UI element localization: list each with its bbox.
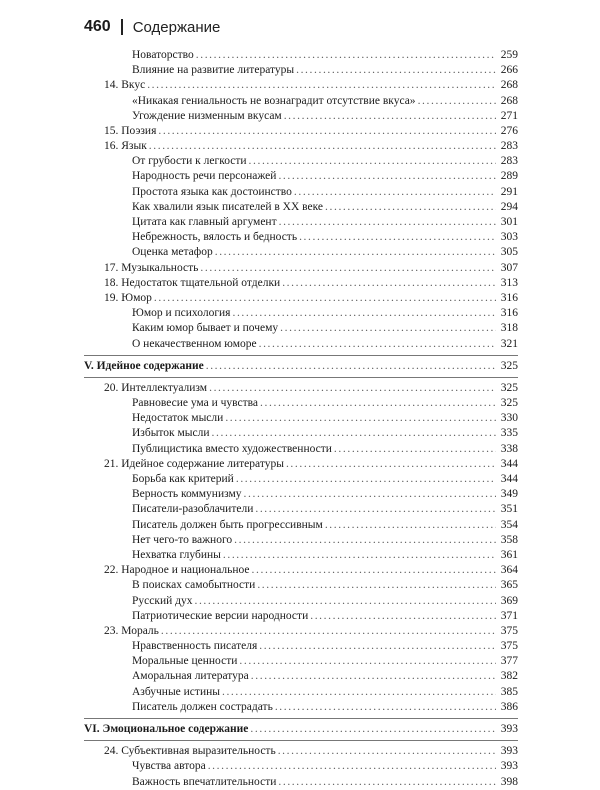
toc-subsection-entry xyxy=(84,154,518,169)
toc-entry-title: Писатель должен быть прогрессивным xyxy=(132,518,323,531)
dot-leader xyxy=(282,276,496,291)
toc-entry-title: Цитата как главный аргумент xyxy=(132,216,277,229)
dot-leader xyxy=(215,245,496,260)
toc-subsection-entry xyxy=(84,215,518,230)
toc-entry-title: Избыток мысли xyxy=(132,427,210,440)
toc-subsection-entry xyxy=(84,185,518,200)
toc-entry-title: «Никакая гениальность не вознаградит отсутствие вкуса» xyxy=(132,94,416,107)
toc-entry-page: 349 xyxy=(500,488,518,501)
dot-leader xyxy=(149,139,496,154)
dot-leader xyxy=(222,685,496,700)
toc-entry-page: 358 xyxy=(500,533,518,546)
toc-entry-page: 291 xyxy=(500,185,518,198)
toc-subsection-entry xyxy=(84,594,518,609)
toc-entry-title: 19. Юмор xyxy=(104,291,152,304)
dot-leader xyxy=(418,94,496,109)
dot-leader xyxy=(294,185,496,200)
dot-leader xyxy=(200,261,496,276)
toc-entry-page: 283 xyxy=(500,140,518,153)
dot-leader xyxy=(196,48,496,63)
toc-entry-page: 377 xyxy=(500,655,518,668)
dot-leader xyxy=(286,457,496,472)
toc-subsection-entry xyxy=(84,487,518,502)
dot-leader xyxy=(249,154,496,169)
dot-leader xyxy=(209,381,496,396)
toc-subsection-entry xyxy=(84,654,518,669)
toc-entry-title: Простота языка как достоинство xyxy=(132,185,292,198)
toc-entry-title: От грубости к легкости xyxy=(132,155,247,168)
toc-entry-page: 325 xyxy=(500,397,518,410)
toc-entry-page: 375 xyxy=(500,624,518,637)
toc-entry-title: Угождение низменным вкусам xyxy=(132,109,282,122)
toc-entry-title: 23. Мораль xyxy=(104,624,159,637)
toc-chapter-entry xyxy=(84,78,518,93)
toc-subsection-entry xyxy=(84,775,518,790)
dot-leader xyxy=(232,306,496,321)
toc-entry-title: Новаторство xyxy=(132,48,194,61)
toc-entry-title: Недостаток мысли xyxy=(132,412,224,425)
toc-entry-title: Моральные ценности xyxy=(132,655,238,668)
section-divider xyxy=(84,740,518,741)
toc-chapter-entry xyxy=(84,381,518,396)
toc-entry-title: Влияние на развитие литературы xyxy=(132,64,295,77)
toc-entry-page: 325 xyxy=(500,359,518,372)
dot-leader xyxy=(278,169,496,184)
toc-subsection-entry xyxy=(84,245,518,260)
dot-leader xyxy=(278,744,496,759)
toc-entry-title: VI. Эмоциональное содержание xyxy=(84,723,249,736)
toc-entry-title: Небрежность, вялость и бедность xyxy=(132,231,298,244)
dot-leader xyxy=(259,639,496,654)
dot-leader xyxy=(206,359,496,374)
dot-leader xyxy=(260,396,496,411)
toc-subsection-entry xyxy=(84,109,518,124)
toc-entry-page: 294 xyxy=(500,200,518,213)
dot-leader xyxy=(154,291,496,306)
toc-entry-title: V. Идейное содержание xyxy=(84,359,204,372)
toc-entry-page: 330 xyxy=(500,412,518,425)
dot-leader xyxy=(158,124,496,139)
dot-leader xyxy=(255,502,496,517)
section-divider xyxy=(84,377,518,378)
toc-subsection-entry xyxy=(84,48,518,63)
header-separator xyxy=(121,19,123,35)
toc-entry-page: 303 xyxy=(500,231,518,244)
toc-subsection-entry xyxy=(84,759,518,774)
toc-entry-title: 22. Народное и национальное xyxy=(104,564,250,577)
toc-entry-page: 271 xyxy=(500,109,518,122)
toc-subsection-entry xyxy=(84,94,518,109)
toc-entry-title: 18. Недостаток тщательной отделки xyxy=(104,276,281,289)
toc-entry-page: 386 xyxy=(500,700,518,713)
toc-entry-title: Писатель должен сострадать xyxy=(132,700,273,713)
toc-entry-page: 398 xyxy=(500,775,518,788)
toc-subsection-entry xyxy=(84,533,518,548)
toc-entry-page: 301 xyxy=(500,216,518,229)
toc-subsection-entry xyxy=(84,427,518,442)
toc-entry-title: 21. Идейное содержание литературы xyxy=(104,457,284,470)
dot-leader xyxy=(225,411,496,426)
toc-subsection-entry xyxy=(84,502,518,517)
toc-entry-page: 268 xyxy=(500,79,518,92)
dot-leader xyxy=(284,109,496,124)
dot-leader xyxy=(223,548,496,563)
toc-entry-page: 344 xyxy=(500,457,518,470)
toc-entry-page: 259 xyxy=(500,48,518,61)
dot-leader xyxy=(147,78,496,93)
dot-leader xyxy=(250,722,496,737)
toc-subsection-entry xyxy=(84,230,518,245)
toc-subsection-entry xyxy=(84,578,518,593)
toc-entry-title: 15. Поэзия xyxy=(104,124,157,137)
dot-leader xyxy=(325,518,496,533)
toc-entry-title: 16. Язык xyxy=(104,140,147,153)
dot-leader xyxy=(194,594,496,609)
toc-entry-title: Верность коммунизму xyxy=(132,488,242,501)
toc-entry-page: 371 xyxy=(500,609,518,622)
toc-entry-page: 307 xyxy=(500,261,518,274)
page-header xyxy=(84,16,220,38)
toc-subsection-entry xyxy=(84,63,518,78)
toc-entry-page: 393 xyxy=(500,745,518,758)
toc-subsection-entry xyxy=(84,200,518,215)
dot-leader xyxy=(278,775,496,790)
toc-entry-title: Патриотические версии народности xyxy=(132,609,309,622)
toc-entry-title: Оценка метафор xyxy=(132,246,213,259)
toc-subsection-entry xyxy=(84,609,518,624)
dot-leader xyxy=(244,487,496,502)
toc-subsection-entry xyxy=(84,411,518,426)
toc-entry-title: Писатели-разоблачители xyxy=(132,503,254,516)
toc-entry-page: 365 xyxy=(500,579,518,592)
section-divider xyxy=(84,355,518,356)
toc-entry-title: Нехватка глубины xyxy=(132,548,221,561)
dot-leader xyxy=(334,442,496,457)
toc-chapter-entry xyxy=(84,563,518,578)
toc-entry-title: Русский дух xyxy=(132,594,193,607)
toc-chapter-entry xyxy=(84,457,518,472)
dot-leader xyxy=(161,624,496,639)
toc-subsection-entry xyxy=(84,321,518,336)
toc-entry-page: 316 xyxy=(500,307,518,320)
dot-leader xyxy=(239,654,496,669)
toc-subsection-entry xyxy=(84,306,518,321)
toc-entry-title: Азбучные истины xyxy=(132,685,220,698)
toc-chapter-entry xyxy=(84,291,518,306)
toc-entry-page: 325 xyxy=(500,381,518,394)
toc-entry-title: Публицистика вместо художественности xyxy=(132,442,332,455)
dot-leader xyxy=(252,563,496,578)
page-number: 460 xyxy=(84,18,111,35)
toc-subsection-entry xyxy=(84,685,518,700)
toc-entry-page: 351 xyxy=(500,503,518,516)
toc-entry-page: 283 xyxy=(500,155,518,168)
toc-entry-page: 354 xyxy=(500,518,518,531)
dot-leader xyxy=(257,578,496,593)
toc-subsection-entry xyxy=(84,670,518,685)
toc-subsection-entry xyxy=(84,548,518,563)
dot-leader xyxy=(279,215,496,230)
dot-leader xyxy=(236,472,496,487)
toc-subsection-entry xyxy=(84,337,518,352)
toc-subsection-entry xyxy=(84,518,518,533)
toc-entry-title: Нравственность писателя xyxy=(132,640,258,653)
table-of-contents xyxy=(84,48,518,790)
dot-leader xyxy=(259,337,496,352)
toc-entry-title: 24. Субъективная выразительность xyxy=(104,745,276,758)
section-title: Содержание xyxy=(132,18,221,36)
dot-leader xyxy=(299,230,496,245)
toc-chapter-entry xyxy=(84,624,518,639)
toc-entry-title: 20. Интеллектуализм xyxy=(104,381,208,394)
toc-entry-page: 369 xyxy=(500,594,518,607)
dot-leader xyxy=(325,200,496,215)
toc-entry-title: Чувства автора xyxy=(132,760,206,773)
dot-leader xyxy=(212,426,496,441)
dot-leader xyxy=(208,759,496,774)
toc-entry-page: 364 xyxy=(500,564,518,577)
toc-entry-page: 289 xyxy=(500,170,518,183)
toc-entry-page: 338 xyxy=(500,442,518,455)
toc-subsection-entry xyxy=(84,170,518,185)
toc-entry-page: 382 xyxy=(500,670,518,683)
toc-entry-page: 276 xyxy=(500,124,518,137)
toc-entry-page: 385 xyxy=(500,685,518,698)
toc-entry-title: 14. Вкус xyxy=(104,79,146,92)
toc-chapter-entry xyxy=(84,261,518,276)
toc-entry-page: 313 xyxy=(500,276,518,289)
dot-leader xyxy=(251,669,496,684)
toc-entry-title: Нет чего-то важного xyxy=(132,533,233,546)
toc-entry-title: Юмор и психология xyxy=(132,307,231,320)
toc-entry-title: 17. Музыкальность xyxy=(104,261,199,274)
toc-entry-page: 318 xyxy=(500,322,518,335)
toc-entry-page: 393 xyxy=(500,760,518,773)
dot-leader xyxy=(234,533,496,548)
toc-entry-title: Как хвалили язык писателей в XX веке xyxy=(132,200,324,213)
toc-entry-page: 375 xyxy=(500,640,518,653)
toc-entry-page: 305 xyxy=(500,246,518,259)
toc-subsection-entry xyxy=(84,472,518,487)
toc-entry-page: 335 xyxy=(500,427,518,440)
toc-entry-page: 344 xyxy=(500,473,518,486)
toc-entry-page: 393 xyxy=(500,723,518,736)
dot-leader xyxy=(275,700,496,715)
toc-entry-page: 316 xyxy=(500,291,518,304)
toc-chapter-entry xyxy=(84,139,518,154)
dot-leader xyxy=(310,609,496,624)
section-divider xyxy=(84,718,518,719)
toc-entry-page: 361 xyxy=(500,548,518,561)
dot-leader xyxy=(296,63,496,78)
toc-entry-title: О некачественном юморе xyxy=(132,337,257,350)
toc-entry-title: Важность впечатлительности xyxy=(132,775,277,788)
toc-entry-title: Аморальная литература xyxy=(132,670,249,683)
toc-subsection-entry xyxy=(84,396,518,411)
toc-subsection-entry xyxy=(84,700,518,715)
toc-part-entry xyxy=(84,359,518,374)
toc-chapter-entry xyxy=(84,744,518,759)
toc-entry-title: Борьба как критерий xyxy=(132,473,234,486)
toc-entry-page: 321 xyxy=(500,337,518,350)
toc-entry-title: Каким юмор бывает и почему xyxy=(132,322,279,335)
toc-entry-page: 266 xyxy=(500,64,518,77)
toc-entry-title: Народность речи персонажей xyxy=(132,170,277,183)
toc-chapter-entry xyxy=(84,124,518,139)
toc-subsection-entry xyxy=(84,442,518,457)
toc-entry-title: В поисках самобытности xyxy=(132,579,256,592)
dot-leader xyxy=(280,321,496,336)
toc-chapter-entry xyxy=(84,276,518,291)
toc-entry-page: 268 xyxy=(500,94,518,107)
toc-subsection-entry xyxy=(84,639,518,654)
toc-part-entry xyxy=(84,722,518,737)
toc-entry-title: Равновесие ума и чувства xyxy=(132,397,259,410)
